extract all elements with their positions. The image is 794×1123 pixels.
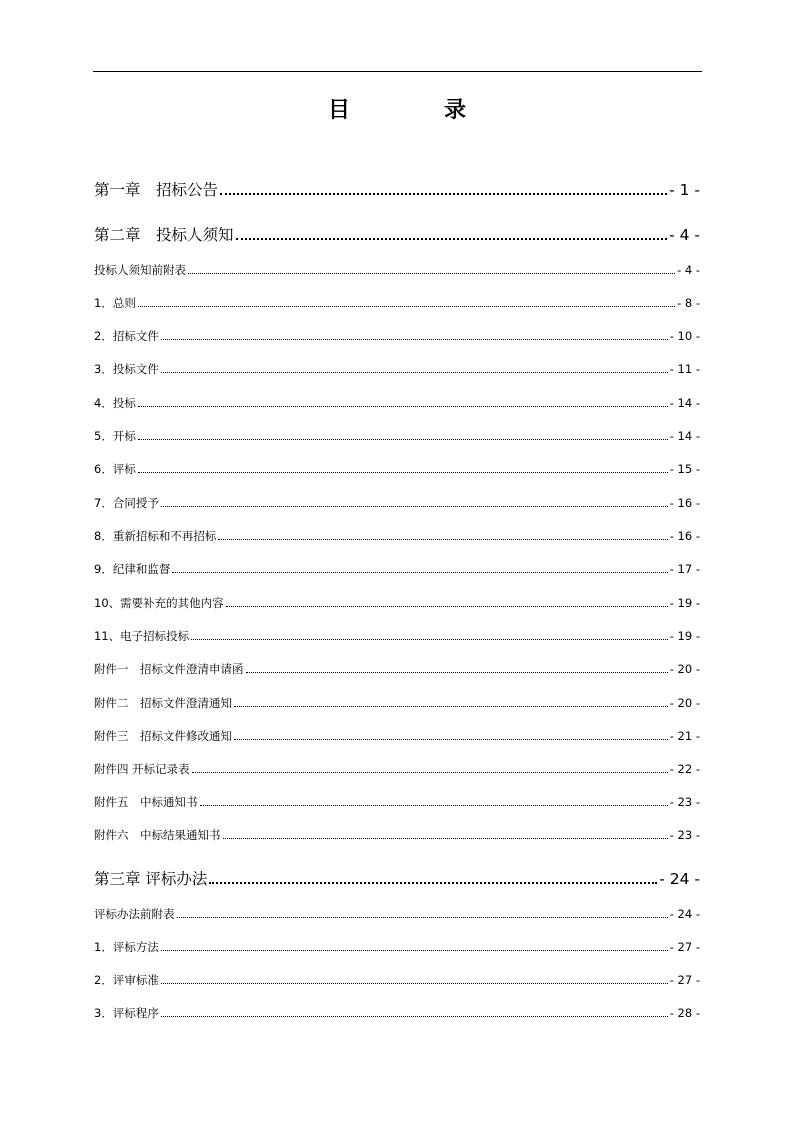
toc-dot-leader <box>246 660 668 678</box>
toc-entry[interactable] <box>94 627 700 645</box>
toc-entry[interactable] <box>94 826 700 844</box>
toc-entry-page: - 19 - <box>669 596 700 610</box>
toc-entry-label: 第一章 招标公告 <box>94 181 219 199</box>
toc-entry-page: - 22 - <box>669 762 700 776</box>
toc-entry-label: 7．合同授予 <box>94 496 159 510</box>
toc-dot-leader <box>220 178 667 202</box>
toc-dot-leader <box>161 494 668 512</box>
toc-dot-leader <box>209 867 657 891</box>
toc-entry-label: 3．评标程序 <box>94 1006 159 1020</box>
toc-dot-leader <box>200 793 668 811</box>
toc-entry[interactable] <box>94 294 700 312</box>
toc-dot-leader <box>161 938 668 956</box>
toc-entry[interactable] <box>94 971 700 989</box>
toc-dot-leader <box>191 627 668 645</box>
toc-entry-label: 6．评标 <box>94 462 136 476</box>
toc-entry[interactable] <box>94 527 700 545</box>
toc-entry-page: - 24 - <box>669 907 700 921</box>
toc-entry-label: 评标办法前附表 <box>94 907 175 921</box>
toc-entry-page: - 24 - <box>659 870 700 888</box>
toc-entry-page: - 8 - <box>677 296 700 310</box>
toc-entry-label: 附件四 开标记录表 <box>94 762 190 776</box>
toc-entry-page: - 4 - <box>669 226 700 244</box>
toc-dot-leader <box>234 727 668 745</box>
toc-dot-leader <box>177 905 668 923</box>
header-rule <box>93 71 702 72</box>
toc-dot-leader <box>234 694 668 712</box>
toc-dot-leader <box>226 594 668 612</box>
toc-entry-label: 10、需要补充的其他内容 <box>94 596 224 610</box>
toc-dot-leader <box>161 327 668 345</box>
toc-entry[interactable] <box>94 905 700 923</box>
toc-dot-leader <box>188 261 675 279</box>
toc-entry-page: - 23 - <box>669 795 700 809</box>
toc-entry-page: - 23 - <box>669 828 700 842</box>
toc-entry-label: 第三章 评标办法 <box>94 870 208 888</box>
toc-entry-page: - 20 - <box>669 662 700 676</box>
toc-entry-page: - 27 - <box>669 973 700 987</box>
toc-entry-label: 3．投标文件 <box>94 362 159 376</box>
toc-entry-page: - 11 - <box>669 362 700 376</box>
toc-entry[interactable] <box>94 261 700 279</box>
toc-dot-leader <box>138 394 668 412</box>
toc-entry[interactable] <box>94 660 700 678</box>
toc-entry[interactable] <box>94 594 700 612</box>
toc-entry-ch1[interactable] <box>94 178 700 202</box>
toc-entry-page: - 28 - <box>669 1006 700 1020</box>
toc-entry[interactable] <box>94 760 700 778</box>
toc-entry[interactable] <box>94 793 700 811</box>
toc-entry-page: - 21 - <box>669 729 700 743</box>
toc-dot-leader <box>138 427 668 445</box>
toc-entry-page: - 27 - <box>669 940 700 954</box>
toc-entry-label: 附件二 招标文件澄清通知 <box>94 696 232 710</box>
page-title: 目 录 <box>327 98 502 123</box>
toc-entry-label: 附件一 招标文件澄清申请函 <box>94 662 244 676</box>
toc-dot-leader <box>218 527 667 545</box>
toc-entry-page: - 20 - <box>669 696 700 710</box>
toc-entry[interactable] <box>94 360 700 378</box>
toc-dot-leader <box>161 971 668 989</box>
toc-entry[interactable] <box>94 1004 700 1022</box>
toc-entry[interactable] <box>94 938 700 956</box>
toc-entry-label: 4．投标 <box>94 396 136 410</box>
toc-dot-leader <box>161 1004 668 1022</box>
toc-dot-leader <box>236 223 668 247</box>
toc-dot-leader <box>138 460 668 478</box>
toc-entry[interactable] <box>94 727 700 745</box>
toc-entry-page: - 14 - <box>669 396 700 410</box>
toc-entry-ch3[interactable] <box>94 867 700 891</box>
toc-entry-label: 1．总则 <box>94 296 136 310</box>
toc-entry-label: 第二章 投标人须知 <box>94 226 234 244</box>
toc-entry[interactable] <box>94 694 700 712</box>
toc-entry[interactable] <box>94 460 700 478</box>
toc-dot-leader <box>223 826 668 844</box>
toc-entry-label: 11、电子招标投标 <box>94 629 190 643</box>
toc-dot-leader <box>138 294 675 312</box>
toc-entry-page: - 1 - <box>669 181 700 199</box>
toc-entry-label: 9．纪律和监督 <box>94 562 171 576</box>
toc-entry[interactable] <box>94 327 700 345</box>
toc-entry-page: - 16 - <box>669 529 700 543</box>
toc-dot-leader <box>172 560 667 578</box>
toc-entry-page: - 14 - <box>669 429 700 443</box>
toc-entry-ch2[interactable] <box>94 223 700 247</box>
toc-entry[interactable] <box>94 394 700 412</box>
toc-entry[interactable] <box>94 494 700 512</box>
toc-entry-label: 附件六 中标结果通知书 <box>94 828 221 842</box>
toc-dot-leader <box>192 760 668 778</box>
toc-entry-page: - 10 - <box>669 329 700 343</box>
toc-dot-leader <box>161 360 668 378</box>
toc-entry-page: - 19 - <box>669 629 700 643</box>
toc-entry-label: 8．重新招标和不再招标 <box>94 529 217 543</box>
toc-entry-label: 2．评审标准 <box>94 973 159 987</box>
toc-entry-label: 2．招标文件 <box>94 329 159 343</box>
toc-entry-page: - 16 - <box>669 496 700 510</box>
toc-entry-page: - 4 - <box>677 263 700 277</box>
toc-entry-label: 附件三 招标文件修改通知 <box>94 729 232 743</box>
toc-entry[interactable] <box>94 427 700 445</box>
toc-entry-page: - 17 - <box>669 562 700 576</box>
toc-entry-label: 5．开标 <box>94 429 136 443</box>
toc-entry-page: - 15 - <box>669 462 700 476</box>
toc-entry-label: 附件五 中标通知书 <box>94 795 198 809</box>
toc-entry-label: 1．评标方法 <box>94 940 159 954</box>
toc-entry-label: 投标人须知前附表 <box>94 263 186 277</box>
toc-entry[interactable] <box>94 560 700 578</box>
